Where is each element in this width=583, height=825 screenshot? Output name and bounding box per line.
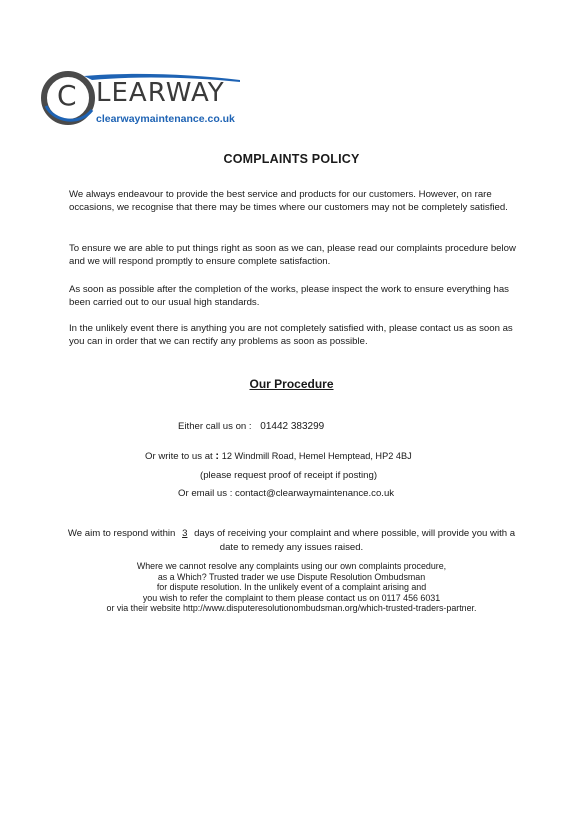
call-label: Either call us on : [178, 421, 252, 432]
call-line [178, 421, 324, 432]
write-label: Or write to us at [145, 451, 213, 462]
contact-paragraph: In the unlikely event there is anything you are not completely satisfied with, please contact us as soon as you can in order that we can rectify any problems as soon as possible. [69, 323, 513, 347]
response-after: days of receiving your complaint and where possible, will provide you with a date to remedy any issues raised. [194, 528, 516, 553]
ensure-paragraph: To ensure we are able to put things right as soon as we can, please read our complaints procedure below and we will respond promptly to ensure complete satisfaction. [69, 243, 516, 267]
logo-letter: C [57, 79, 77, 112]
logo-url: clearwaymaintenance.co.uk [96, 113, 235, 125]
intro-paragraph: We always endeavour to provide the best service and products for our customers. However, on rare occasions, we recognise that there may be times where our customers may not be completely satisfied. [69, 189, 508, 213]
postal-address: 12 Windmill Road, Hemel Hemptead, HP2 4BJ [221, 451, 412, 461]
procedure-heading: Our Procedure [249, 377, 334, 391]
ombudsman-line: Where we cannot resolve any complaints using our own complaints procedure, [136, 561, 447, 571]
response-statement [60, 527, 523, 555]
page-title: COMPLAINTS POLICY [223, 152, 360, 166]
logo-wordmark: LEARWAY [96, 78, 225, 108]
ombudsman-line: as a Which? Trusted trader we use Dispute Resolution Ombudsman [157, 571, 426, 582]
write-colon: : [215, 450, 220, 462]
inspect-paragraph: As soon as possible after the completion of the works, please inspect the work to ensure everything has been carried out to our usual high standards. [69, 284, 509, 308]
ombudsman-line: you wish to refer the complaint to them please contact us on 0117 456 6031 [142, 592, 441, 603]
ombudsman-section [60, 561, 523, 614]
write-line [145, 450, 412, 462]
response-before: We aim to respond within [67, 528, 176, 539]
email-line[interactable]: Or email us : contact@clearwaymaintenance.co.uk [178, 488, 395, 499]
clearway-logo [40, 70, 250, 130]
response-days: 3 [182, 528, 188, 539]
ombudsman-line: for dispute resolution. In the unlikely event of a complaint arising and [156, 582, 427, 593]
phone-number[interactable]: 01442 383299 [260, 421, 325, 432]
proof-note: (please request proof of receipt if posting) [200, 470, 378, 481]
ombudsman-line[interactable]: or via their website http://www.disputeresolutionombudsman.org/which-trusted-traders-partner. [106, 603, 477, 614]
